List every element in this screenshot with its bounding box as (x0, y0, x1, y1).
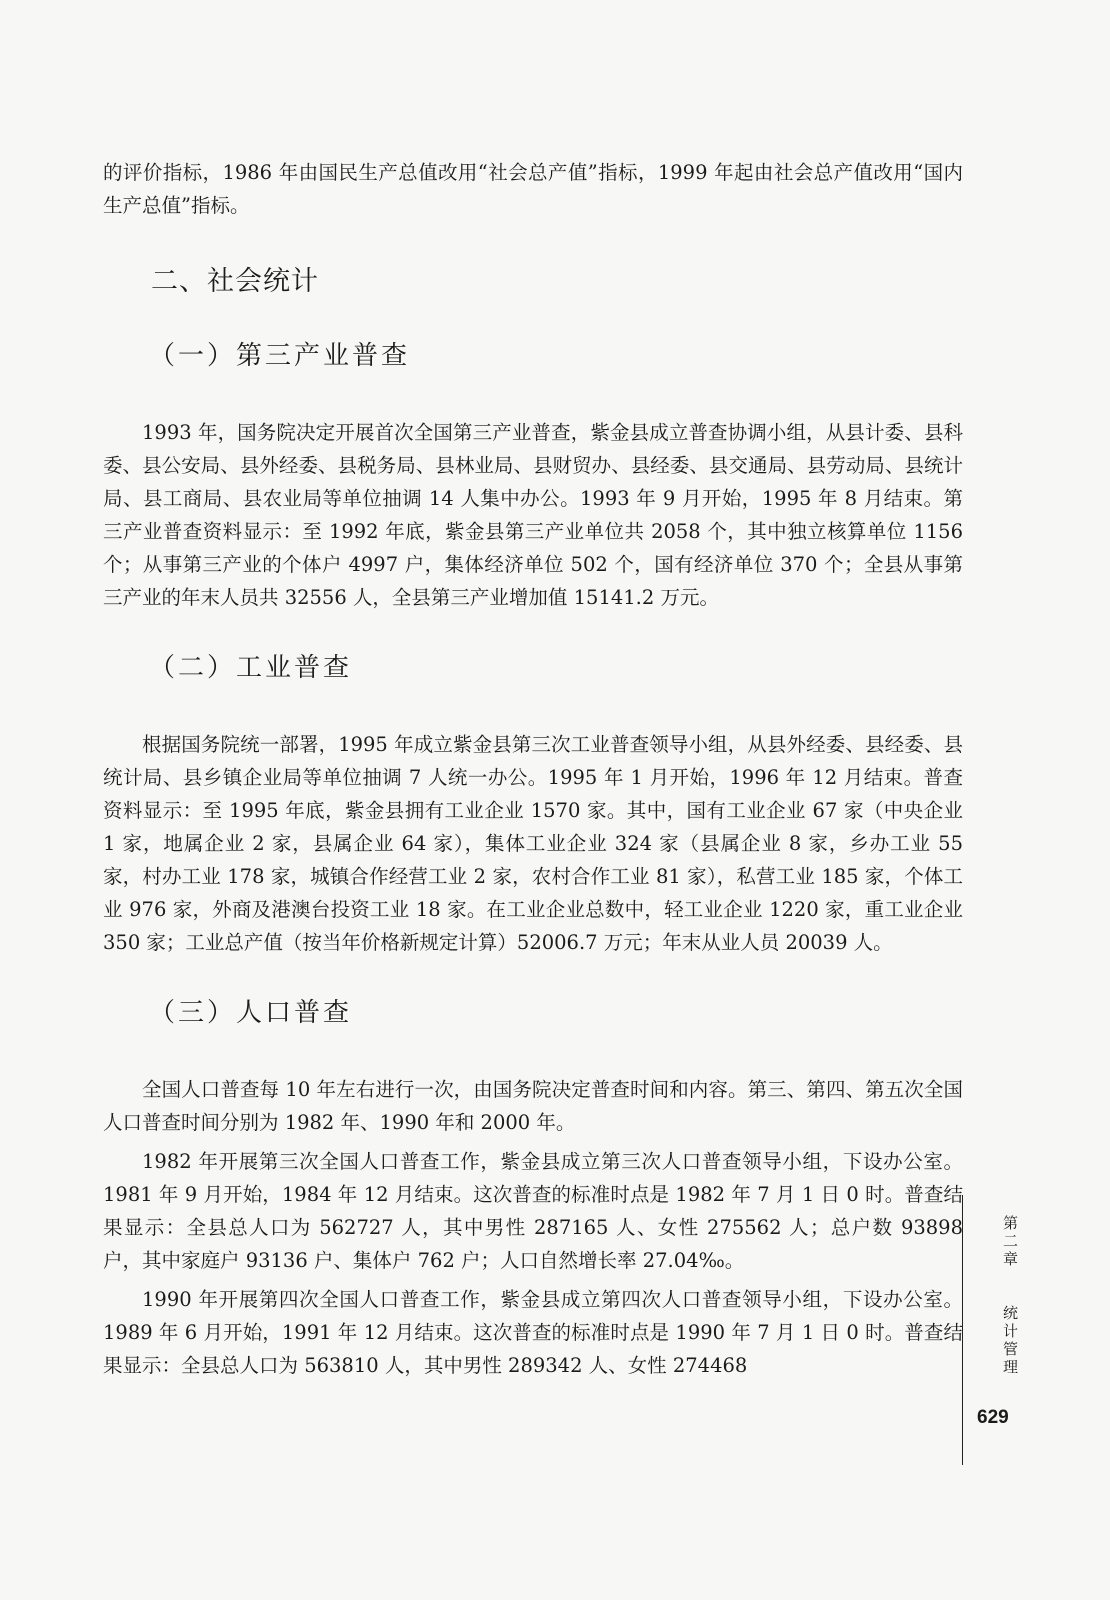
paragraph-census-1982: 1982 年开展第三次全国人口普查工作，紫金县成立第三次人口普查领导小组，下设办公室。1981 年 9 月开始，1984 年 12 月结束。这次普查的标准时点是 1982 年 7 月 1 日 0 时。普查结果显示：全县总人口为 562727 人，其中男性 287165 人、女性 275562 人；总户数 93898 户，其中家庭户 93136 户、集体户 762 户；人口自然增长率 27.04‰。 (103, 1150, 963, 1272)
main-text-column (103, 156, 963, 1388)
section-title: 二、社会统计 (151, 266, 319, 297)
sidebar-chapter-title: 统计管理 (1001, 1305, 1019, 1377)
paragraph-tertiary-census: 1993 年，国务院决定开展首次全国第三产业普查，紫金县成立普查协调小组，从县计委、县科委、县公安局、县外经委、县税务局、县林业局、县财贸办、县经委、县交通局、县劳动局、县统计局、县工商局、县农业局等单位抽调 14 人集中办公。1993 年 9 月开始，1995 年 8 月结束。第三产业普查资料显示：至 1992 年底，紫金县第三产业单位共 2058 个，其中独立核算单位 1156 个；从事第三产业的个体户 4997 户，集体经济单位 502 个，国有经济单位 370 个；全县从事第三产业的年末人员共 32556 人，全县第三产业增加值 15141.2 万元。 (103, 421, 963, 609)
page-number: 629 (977, 1407, 1009, 1428)
paragraph-industrial-census: 根据国务院统一部署，1995 年成立紫金县第三次工业普查领导小组，从县外经委、县经委、县统计局、县乡镇企业局等单位抽调 7 人统一办公。1995 年 1 月开始，1996 年 12 月结束。普查资料显示：至 1995 年底，紫金县拥有工业企业 1570 家。其中，国有工业企业 67 家（中央企业 1 家，地属企业 2 家，县属企业 64 家），集体工业企业 324 家（县属企业 8 家，乡办工业 55 家，村办工业 178 家，城镇合作经营工业 2 家，农村合作工业 81 家），私营工业 185 家，个体工业 976 家，外商及港澳台投资工业 18 家。在工业企业总数中，轻工业企业 1220 家，重工业企业 350 家；工业总产值（按当年价格新规定计算）52006.7 万元；年末从业人员 20039 人。 (103, 733, 963, 954)
chapter-sidebar (962, 1195, 1033, 1465)
subsection-heading-tertiary-census: （一）第三产业普查 (149, 341, 411, 371)
sidebar-chapter-label: 第二章 (1001, 1215, 1019, 1269)
subsection-heading-population-census: （三）人口普查 (149, 998, 353, 1028)
subsection-heading-industrial-census: （二）工业普查 (149, 653, 353, 683)
paragraph-population-overview: 全国人口普查每 10 年左右进行一次，由国务院决定普查时间和内容。第三、第四、第五次全国人口普查时间分别为 1982 年、1990 年和 2000 年。 (103, 1078, 963, 1134)
intro-paragraph: 的评价指标，1986 年由国民生产总值改用“社会总产值”指标，1999 年起由社会总产值改用“国内生产总值”指标。 (103, 161, 963, 217)
paragraph-census-1990: 1990 年开展第四次全国人口普查工作，紫金县成立第四次人口普查领导小组，下设办公室。1989 年 6 月开始，1991 年 12 月结束。这次普查的标准时点是 1990 年 7 月 1 日 0 时。普查结果显示：全县总人口为 563810 人，其中男性 289342 人、女性 274468 (103, 1288, 963, 1377)
